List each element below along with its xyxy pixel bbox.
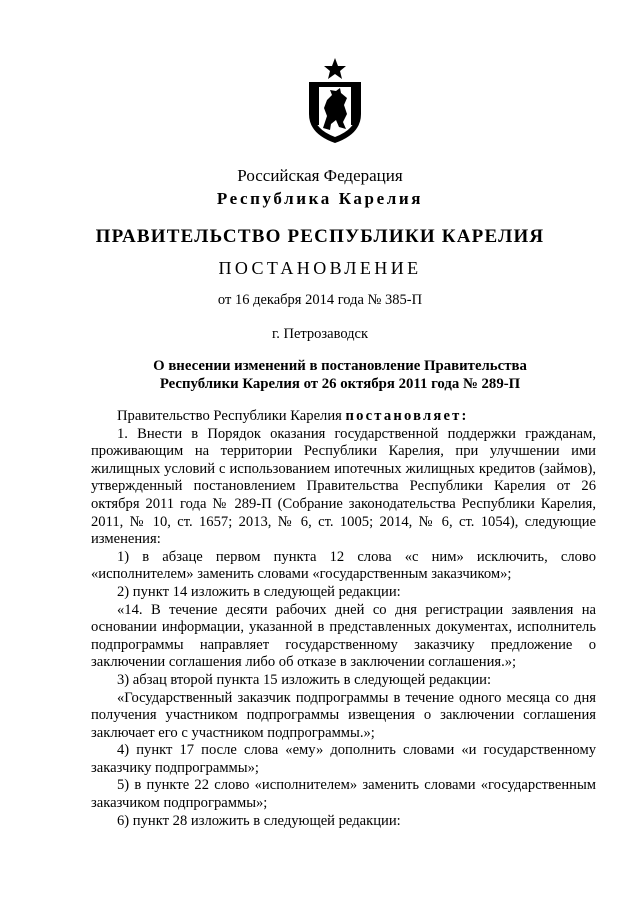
republic-name: Республика Карелия <box>216 189 424 208</box>
body-paragraph: 1) в абзаце первом пункта 12 слова «с ним» исключить, слово «исполнителем» заменить словами «государственным заказчиком»; <box>91 548 596 583</box>
body-paragraph: 1. Внести в Порядок оказания государственной поддержки гражданам, проживающим на территории Республики Карелия, при улучшении ими жилищных условий с использованием ипотечных жилищных кредитов (займов), утвержденный постановлением Правительства Республики Карелия от 26 октября 2011 года № 289-П (Собрание законодательства Республики Карелия, 2011, № 10, ст. 1657; 2013, № 6, ст. 1005; 2014, № 6, ст. 1054), следующие изменения: <box>91 425 596 548</box>
body-paragraph: 4) пункт 17 после слова «ему» дополнить словами «и государственному заказчику подпрограммы»; <box>91 742 596 776</box>
intro-paragraph <box>91 408 596 426</box>
document-type: ПОСТАНОВЛЕНИЕ <box>218 258 422 278</box>
date-and-number: от 16 декабря 2014 года № 385-П <box>217 292 423 308</box>
body-paragraph: 5) в пункте 22 слово «исполнителем» заменить словами «государственным заказчиком подпрограммы»; <box>91 777 596 812</box>
decree-word: постановляет: <box>345 408 469 424</box>
intro-lead: Правительство Республики Карелия <box>117 408 346 424</box>
document-subject <box>90 357 590 393</box>
body-paragraph: 6) пункт 28 изложить в следующей редакции: <box>117 812 401 829</box>
document-body <box>91 408 596 830</box>
body-paragraph: 2) пункт 14 изложить в следующей редакции: <box>117 583 401 600</box>
government-title: ПРАВИТЕЛЬСТВО РЕСПУБЛИКИ КАРЕЛИЯ <box>95 226 545 247</box>
body-paragraph: «Государственный заказчик подпрограммы в течение одного месяца со дня получения участником подпрограммы извещения о заключении соглашения заключает его с участником подпрограммы.»; <box>91 689 596 741</box>
karelia-coat-of-arms-icon <box>303 58 367 144</box>
country-name: Российская Федерация <box>237 166 403 185</box>
body-paragraph: «14. В течение десяти рабочих дней со дня регистрации заявления на основании информации, указанной в представленных документах, исполнитель подпрограммы направляет государственному заказчику предложение о заключении соглашения либо об отказе в заключении соглашения.»; <box>91 601 596 671</box>
subject-line: О внесении изменений в постановление Правительства <box>153 358 527 374</box>
subject-line: Республики Карелия от 26 октября 2011 года № 289-П <box>159 376 521 392</box>
city: г. Петрозаводск <box>271 326 369 342</box>
body-paragraph: 3) абзац второй пункта 15 изложить в следующей редакции: <box>117 671 492 688</box>
